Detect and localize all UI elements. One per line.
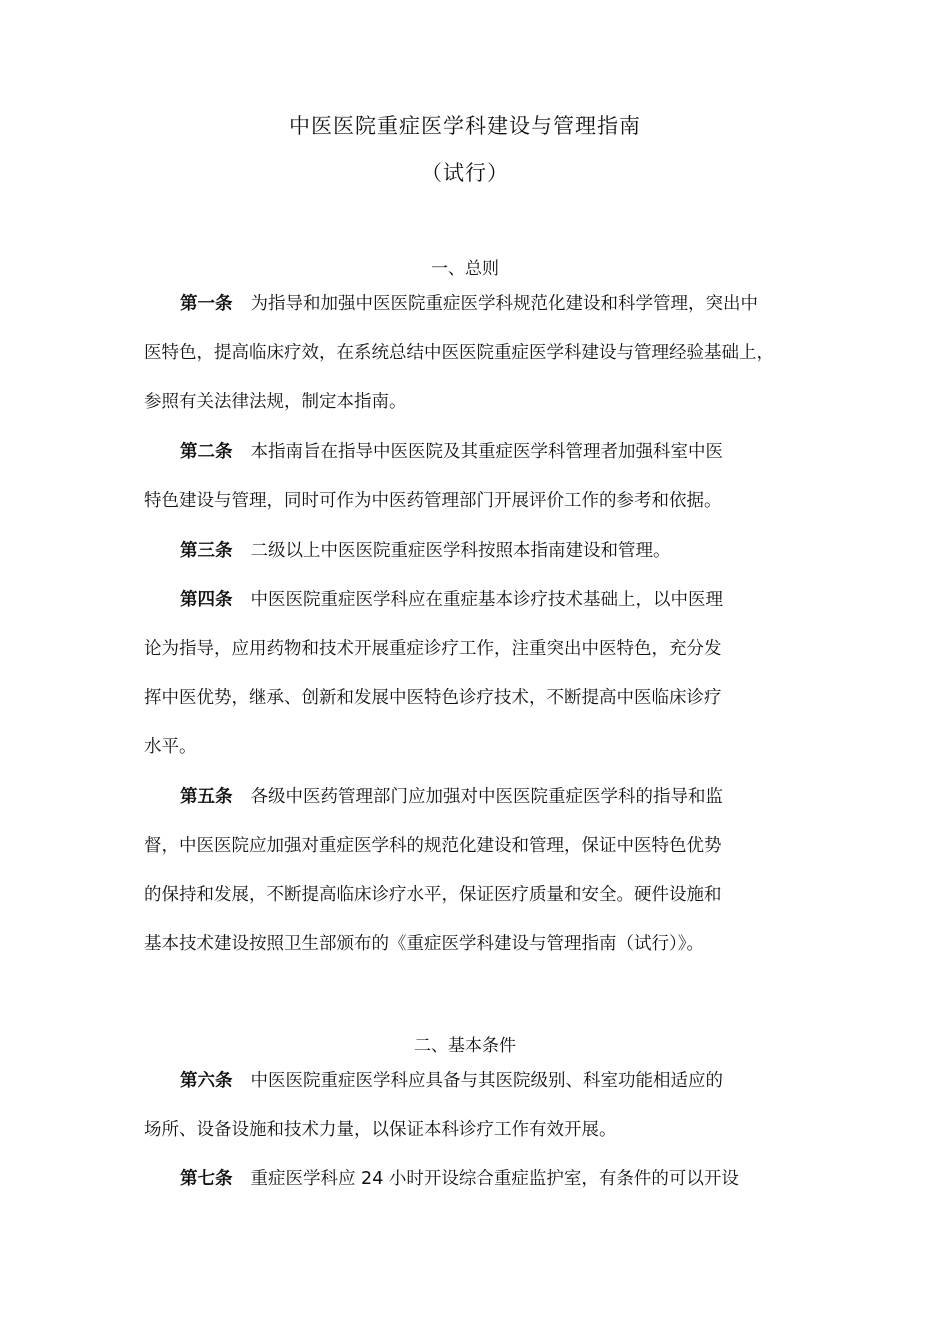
article-text: 重症医学科应 24 小时开设综合重症监护室，有条件的可以开设 [250,1169,739,1189]
document-title: 中医医院重症医学科建设与管理指南 [289,114,641,138]
article-text: 为指导和加强中医医院重症医学科规范化建设和科学管理，突出中 [250,294,758,314]
article-label: 第五条 [180,787,233,807]
article-label: 第四条 [180,590,233,610]
article-text: 本指南旨在指导中医医院及其重症医学科管理者加强科室中医 [250,442,723,462]
article-label: 第三条 [180,541,233,561]
article-text: 二级以上中医医院重症医学科按照本指南建设和管理。 [250,541,671,561]
article-label: 第六条 [180,1071,233,1091]
article-2 [144,428,824,526]
article-text: 基本技术建设按照卫生部颁布的《重症医学科建设与管理指南（试行）》。 [144,934,704,954]
section-heading-basic-conditions: 二、基本条件 [414,1036,516,1056]
section-heading-general: 一、总则 [431,259,499,279]
article-text: 中医医院重症医学科应在重症基本诊疗技术基础上，以中医理 [250,590,723,610]
article-text: 挥中医优势，继承、创新和发展中医特色诊疗技术，不断提高中医临床诊疗 [144,688,722,708]
article-5 [144,773,824,969]
article-1 [144,280,824,427]
article-text: 医特色，提高临床疗效，在系统总结中医医院重症医学科建设与管理经验基础上， [144,343,774,363]
article-text: 特色建设与管理，同时可作为中医药管理部门开展评价工作的参考和依据。 [144,491,722,511]
article-7 [144,1155,824,1204]
article-4 [144,576,824,772]
article-text: 参照有关法律法规，制定本指南。 [144,392,407,412]
article-text: 论为指导，应用药物和技术开展重症诊疗工作，注重突出中医特色，充分发 [144,639,722,659]
article-text: 中医医院重症医学科应具备与其医院级别、科室功能相适应的 [250,1071,723,1091]
article-text: 的保持和发展，不断提高临床诊疗水平，保证医疗质量和安全。硬件设施和 [144,885,722,905]
article-text: 督，中医医院应加强对重症医学科的规范化建设和管理，保证中医特色优势 [144,836,722,856]
article-label: 第一条 [180,294,233,314]
document-subtitle: （试行） [421,161,509,185]
article-6 [144,1057,824,1155]
article-label: 第七条 [180,1169,233,1189]
article-3 [144,527,824,576]
article-text: 各级中医药管理部门应加强对中医医院重症医学科的指导和监 [250,787,723,807]
article-label: 第二条 [180,442,233,462]
article-text: 水平。 [144,737,197,757]
article-text: 场所、设备设施和技术力量，以保证本科诊疗工作有效开展。 [144,1120,617,1140]
